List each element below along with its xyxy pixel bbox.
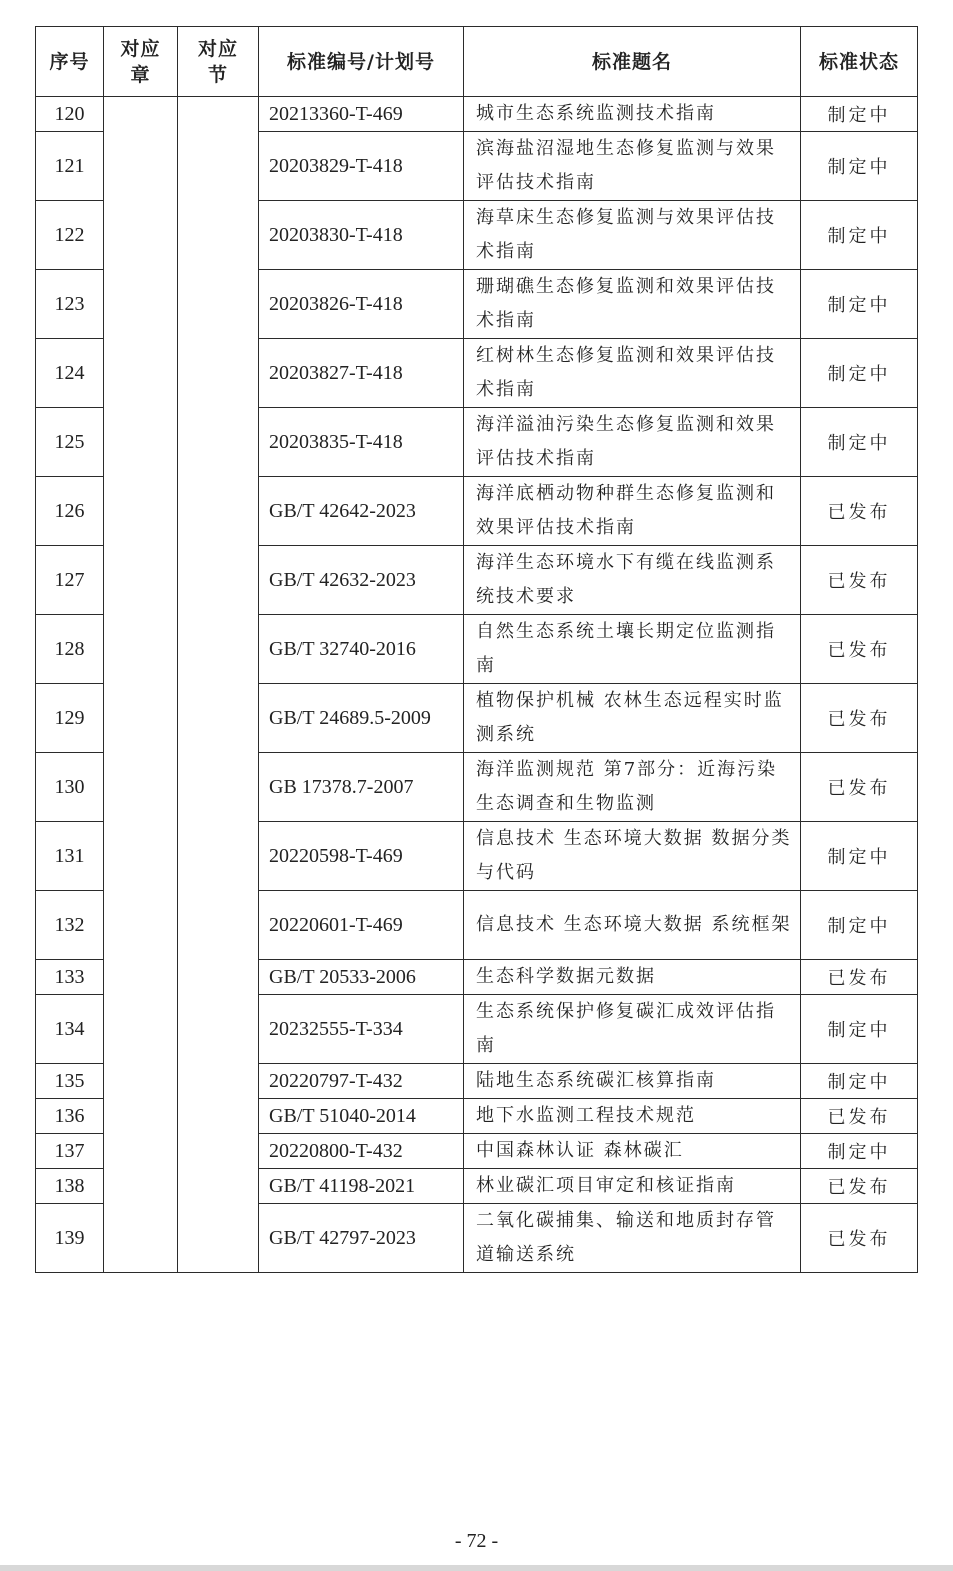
page-bottom-edge [0,1565,953,1571]
standard-code: GB/T 42797-2023 [259,1204,464,1273]
standard-title: 陆地生态系统碳汇核算指南 [464,1064,801,1099]
standard-status: 制定中 [801,97,918,132]
standard-code: GB/T 41198-2021 [259,1169,464,1204]
row-number: 132 [36,891,104,960]
standard-title: 二氧化碳捕集、输送和地质封存管道输送系统 [464,1204,801,1273]
table-body [36,97,918,1273]
standard-title: 信息技术 生态环境大数据 数据分类与代码 [464,822,801,891]
standard-code: GB/T 24689.5-2009 [259,684,464,753]
standard-status: 制定中 [801,891,918,960]
row-number: 129 [36,684,104,753]
row-number: 134 [36,995,104,1064]
standards-table [35,26,918,1273]
standard-code: 20220800-T-432 [259,1134,464,1169]
standard-code: 20220601-T-469 [259,891,464,960]
standard-code: 20203835-T-418 [259,408,464,477]
standard-code: GB/T 32740-2016 [259,615,464,684]
standard-title: 生态科学数据元数据 [464,960,801,995]
row-number: 139 [36,1204,104,1273]
header-section-line2: 节 [207,63,228,86]
standard-status: 制定中 [801,1134,918,1169]
row-number: 123 [36,270,104,339]
row-number: 125 [36,408,104,477]
standard-status: 已发布 [801,753,918,822]
chapter-cell [104,97,178,1273]
standard-title: 海洋生态环境水下有缆在线监测系统技术要求 [464,546,801,615]
standard-status: 已发布 [801,960,918,995]
standard-title: 生态系统保护修复碳汇成效评估指南 [464,995,801,1064]
standard-title: 植物保护机械 农林生态远程实时监测系统 [464,684,801,753]
standard-title: 林业碳汇项目审定和核证指南 [464,1169,801,1204]
header-no: 序号 [36,27,104,97]
standard-code: 20232555-T-334 [259,995,464,1064]
page-number: - 72 - [454,1530,499,1552]
standard-code: GB/T 42632-2023 [259,546,464,615]
header-chapter [104,27,178,97]
standard-status: 制定中 [801,339,918,408]
standard-title: 城市生态系统监测技术指南 [464,97,801,132]
standard-title: 海草床生态修复监测与效果评估技术指南 [464,201,801,270]
standard-status: 已发布 [801,1099,918,1134]
standard-title: 地下水监测工程技术规范 [464,1099,801,1134]
header-title: 标准题名 [464,27,801,97]
standard-code: 20203827-T-418 [259,339,464,408]
standard-title: 红树林生态修复监测和效果评估技术指南 [464,339,801,408]
standard-title: 珊瑚礁生态修复监测和效果评估技术指南 [464,270,801,339]
standard-code: GB/T 51040-2014 [259,1099,464,1134]
section-cell [178,97,259,1273]
standard-title: 海洋监测规范 第7部分：近海污染生态调查和生物监测 [464,753,801,822]
standard-code: GB/T 42642-2023 [259,477,464,546]
row-number: 127 [36,546,104,615]
row-number: 126 [36,477,104,546]
header-code: 标准编号/计划号 [259,27,464,97]
header-status: 标准状态 [801,27,918,97]
standard-status: 制定中 [801,132,918,201]
standard-code: 20203826-T-418 [259,270,464,339]
standard-title: 海洋溢油污染生态修复监测和效果评估技术指南 [464,408,801,477]
row-number: 128 [36,615,104,684]
standard-title: 信息技术 生态环境大数据 系统框架 [464,891,801,960]
standard-code: 20220797-T-432 [259,1064,464,1099]
standard-status: 制定中 [801,1064,918,1099]
standard-status: 已发布 [801,477,918,546]
standard-code: 20213360-T-469 [259,97,464,132]
row-number: 137 [36,1134,104,1169]
standard-title: 滨海盐沼湿地生态修复监测与效果评估技术指南 [464,132,801,201]
standard-status: 制定中 [801,995,918,1064]
standard-code: GB 17378.7-2007 [259,753,464,822]
standard-status: 制定中 [801,822,918,891]
row-number: 138 [36,1169,104,1204]
table-header-row [36,27,918,97]
row-number: 131 [36,822,104,891]
row-number: 120 [36,97,104,132]
standard-code: 20203830-T-418 [259,201,464,270]
row-number: 124 [36,339,104,408]
row-number: 121 [36,132,104,201]
standard-status: 制定中 [801,270,918,339]
standard-title: 海洋底栖动物种群生态修复监测和效果评估技术指南 [464,477,801,546]
table-row [36,97,918,132]
header-section [178,27,259,97]
row-number: 135 [36,1064,104,1099]
standard-code: 20203829-T-418 [259,132,464,201]
standard-title: 自然生态系统土壤长期定位监测指南 [464,615,801,684]
header-chapter-line1: 对应 [120,37,161,60]
standard-status: 已发布 [801,1204,918,1273]
standard-status: 制定中 [801,201,918,270]
row-number: 136 [36,1099,104,1134]
row-number: 133 [36,960,104,995]
row-number: 130 [36,753,104,822]
standard-status: 已发布 [801,684,918,753]
header-section-line1: 对应 [197,37,238,60]
header-chapter-line2: 章 [130,63,151,86]
standard-code: GB/T 20533-2006 [259,960,464,995]
standard-title: 中国森林认证 森林碳汇 [464,1134,801,1169]
standard-status: 已发布 [801,546,918,615]
standard-code: 20220598-T-469 [259,822,464,891]
standard-status: 已发布 [801,615,918,684]
standard-status: 制定中 [801,408,918,477]
row-number: 122 [36,201,104,270]
standard-status: 已发布 [801,1169,918,1204]
